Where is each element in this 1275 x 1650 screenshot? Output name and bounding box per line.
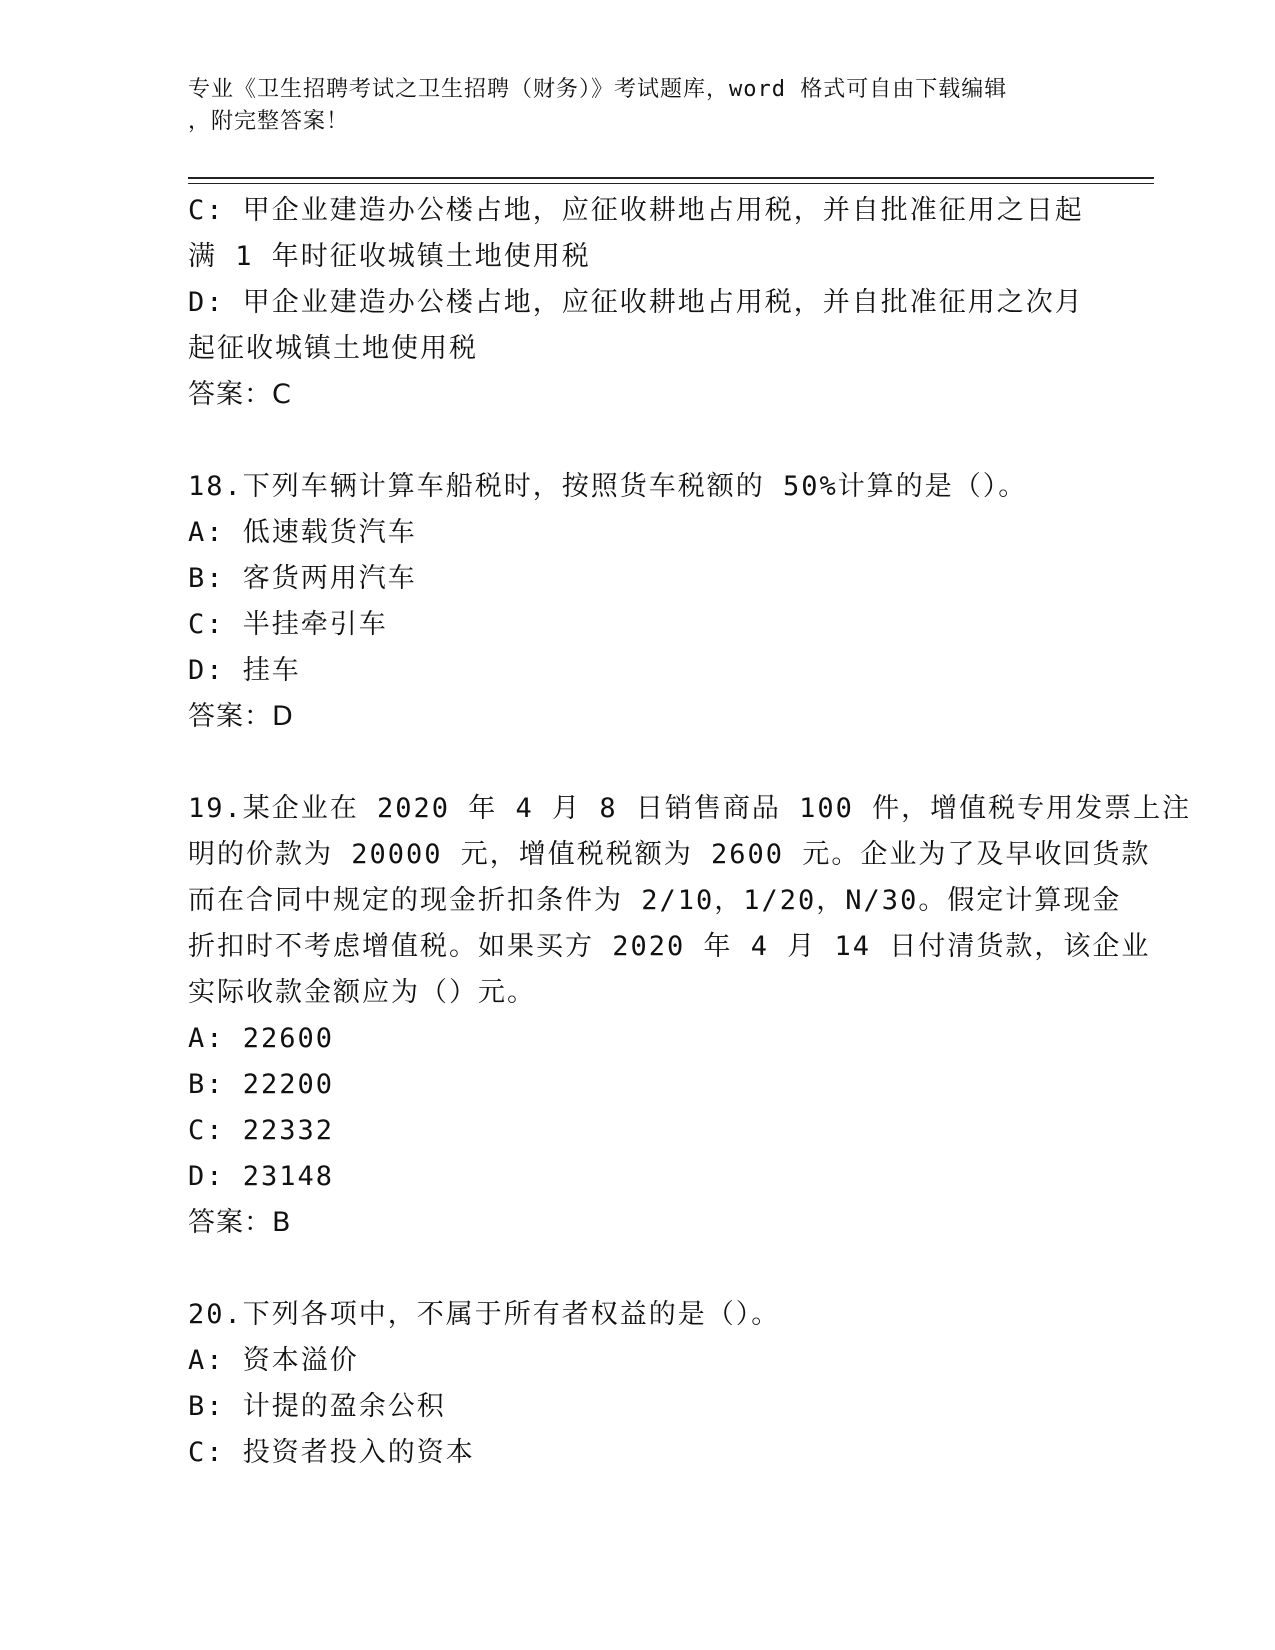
q18-option-c: C: 半挂牵引车 xyxy=(188,609,388,640)
q17-answer: 答案：C xyxy=(188,379,292,410)
document-header xyxy=(188,74,1068,138)
header-title-line-1: 专业《卫生招聘考试之卫生招聘（财务）》考试题库，word 格式可自由下载编辑 xyxy=(188,77,1008,102)
q20-option-a: A: 资本溢价 xyxy=(188,1345,359,1376)
q17-option-d-line-1: D: 甲企业建造办公楼占地，应征收耕地占用税，并自批准征用之次月 xyxy=(188,287,1084,318)
spacer xyxy=(188,418,1088,464)
question-17-tail xyxy=(188,188,1088,418)
q19-option-a: A: 22600 xyxy=(188,1023,335,1054)
question-20 xyxy=(188,1292,1088,1476)
q18-option-b: B: 客货两用汽车 xyxy=(188,563,417,594)
q19-question-line-3: 而在合同中规定的现金折扣条件为 2/10，1/20，N/30。假定计算现金 xyxy=(188,885,1122,916)
header-title-line-2: ，附完整答案！ xyxy=(188,109,350,134)
q17-option-c-line-1: C: 甲企业建造办公楼占地，应征收耕地占用税，并自批准征用之日起 xyxy=(188,195,1084,226)
q18-answer: 答案：D xyxy=(188,701,294,732)
q18-option-d: D: 挂车 xyxy=(188,655,301,686)
q19-question-line-1: 19.某企业在 2020 年 4 月 8 日销售商品 100 件，增值税专用发票上注 xyxy=(188,793,1192,824)
q19-option-c: C: 22332 xyxy=(188,1115,335,1146)
q19-option-d: D: 23148 xyxy=(188,1161,335,1192)
q20-option-b: B: 计提的盈余公积 xyxy=(188,1391,446,1422)
spacer xyxy=(188,1246,1088,1292)
header-divider-thin xyxy=(188,183,1154,184)
q19-option-b: B: 22200 xyxy=(188,1069,335,1100)
q19-answer: 答案：B xyxy=(188,1207,292,1238)
q18-option-a: A: 低速载货汽车 xyxy=(188,517,417,548)
question-19 xyxy=(188,786,1192,1246)
question-18 xyxy=(188,464,1088,740)
q18-question: 18.下列车辆计算车船税时，按照货车税额的 50%计算的是（）。 xyxy=(188,471,1028,502)
q20-question: 20.下列各项中，不属于所有者权益的是（）。 xyxy=(188,1299,781,1330)
question-list xyxy=(188,188,1192,1476)
q19-question-line-5: 实际收款金额应为（）元。 xyxy=(188,977,536,1008)
q20-option-c: C: 投资者投入的资本 xyxy=(188,1437,475,1468)
q19-question-line-4: 折扣时不考虑增值税。如果买方 2020 年 4 月 14 日付清货款，该企业 xyxy=(188,931,1151,962)
spacer xyxy=(188,740,1088,786)
q17-option-c-line-2: 满 1 年时征收城镇土地使用税 xyxy=(188,241,591,272)
q19-question-line-2: 明的价款为 20000 元，增值税税额为 2600 元。企业为了及早收回货款 xyxy=(188,839,1151,870)
header-divider-thick xyxy=(188,177,1154,179)
q17-option-d-line-2: 起征收城镇土地使用税 xyxy=(188,333,478,364)
